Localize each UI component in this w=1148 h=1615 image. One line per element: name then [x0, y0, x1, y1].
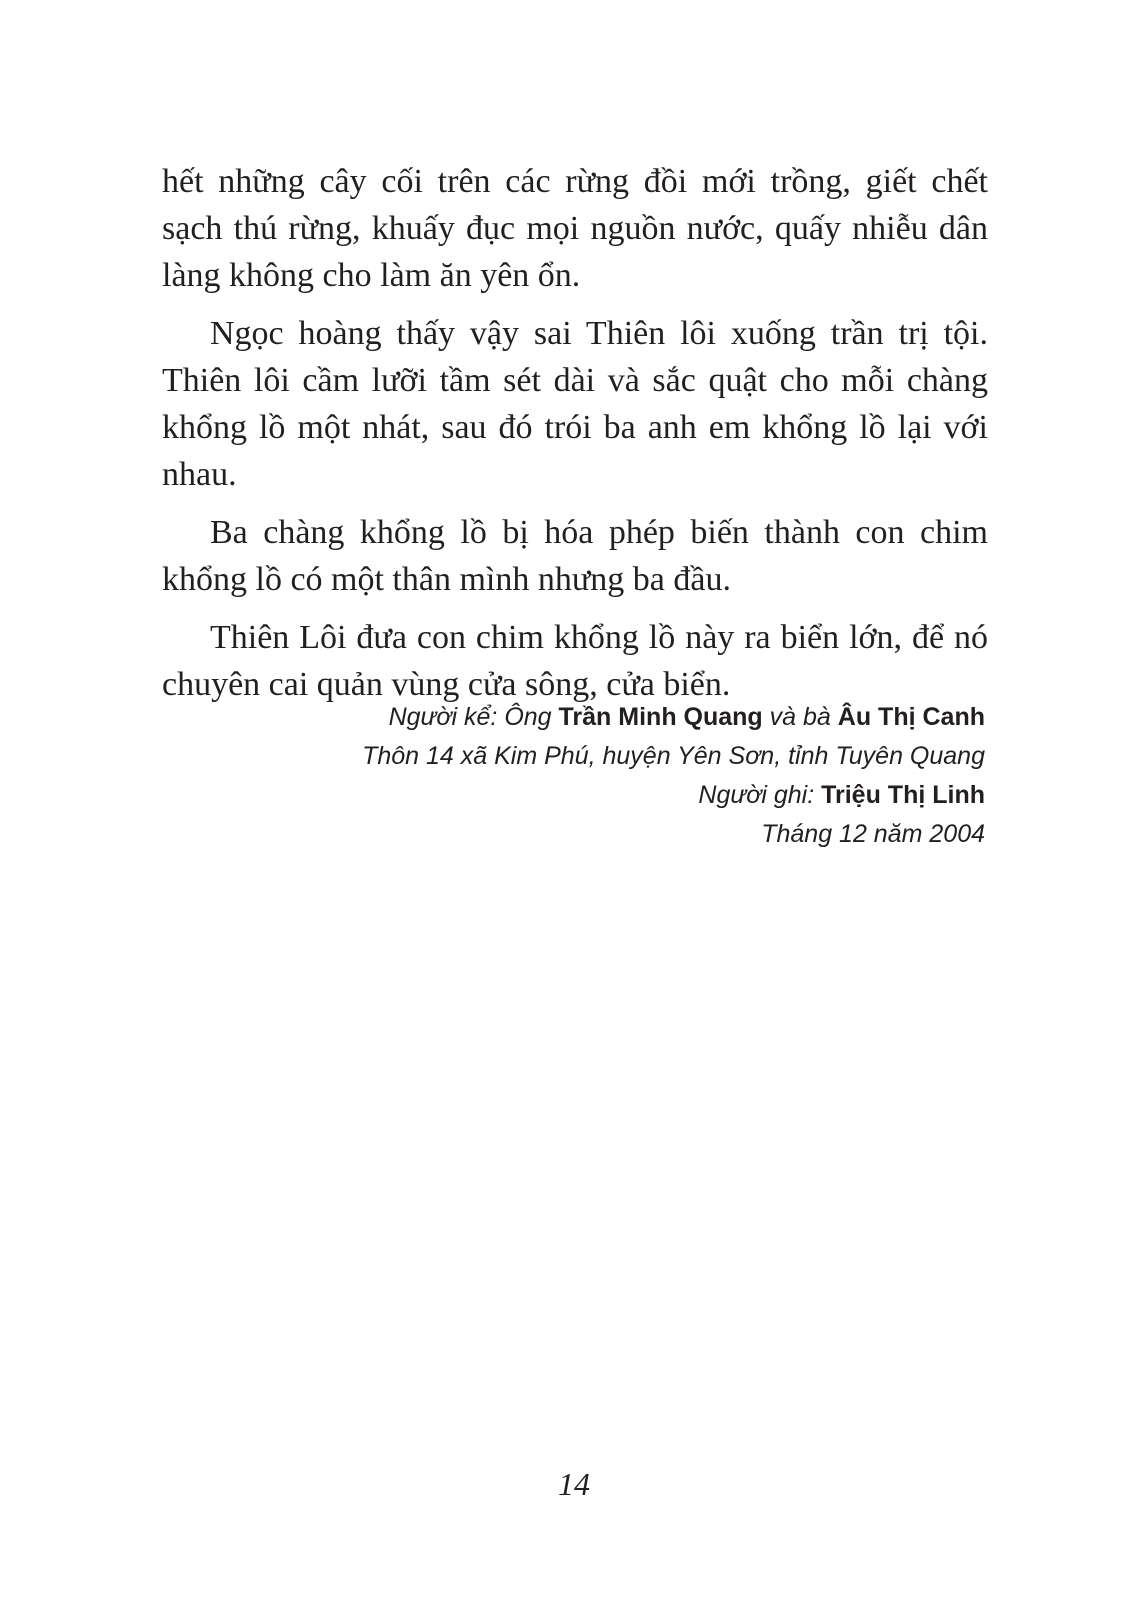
narrator-name-2: Âu Thị Canh: [837, 703, 985, 731]
location-line: Thôn 14 xã Kim Phú, huyện Yên Sơn, tỉnh Tuyên Quang: [362, 742, 985, 770]
story-paragraph-3: Ba chàng khổng lồ bị hóa phép biến thành con chim khổng lồ có một thân mình nhưng ba đầu.: [162, 514, 988, 598]
narrator-joiner: và bà: [769, 703, 831, 731]
narrator-label: Người kể:: [388, 703, 498, 731]
story-paragraph-1: hết những cây cối trên các rừng đồi mới trồng, giết chết sạch thú rừng, khuấy đục mọi nguồn nước, quấy nhiễu dân làng không cho làm ăn yên ổn.: [162, 163, 988, 294]
narrator-name-1: Trần Minh Quang: [558, 703, 763, 731]
story-paragraph-4: Thiên Lôi đưa con chim khổng lồ này ra biển lớn, để nó chuyên cai quản vùng cửa sông, cửa biển.: [162, 619, 988, 703]
story-paragraph-2: Ngọc hoàng thấy vậy sai Thiên lôi xuống trần trị tội. Thiên lôi cầm lưỡi tầm sét dài và sắc quật cho mỗi chàng khổng lồ một nhát, sau đó trói ba anh em khổng lồ lại với nhau.: [162, 315, 988, 493]
recorder-name: Triệu Thị Linh: [821, 781, 985, 809]
recorder-line: [285, 776, 985, 815]
recorder-label: Người ghi:: [698, 781, 815, 809]
narrator-line: [285, 698, 985, 737]
date-line: Tháng 12 năm 2004: [761, 820, 985, 848]
narrator-prefix: Ông: [504, 703, 552, 731]
source-credits: [285, 698, 985, 854]
page-number: 14: [558, 1466, 590, 1502]
story-text: [162, 158, 988, 719]
